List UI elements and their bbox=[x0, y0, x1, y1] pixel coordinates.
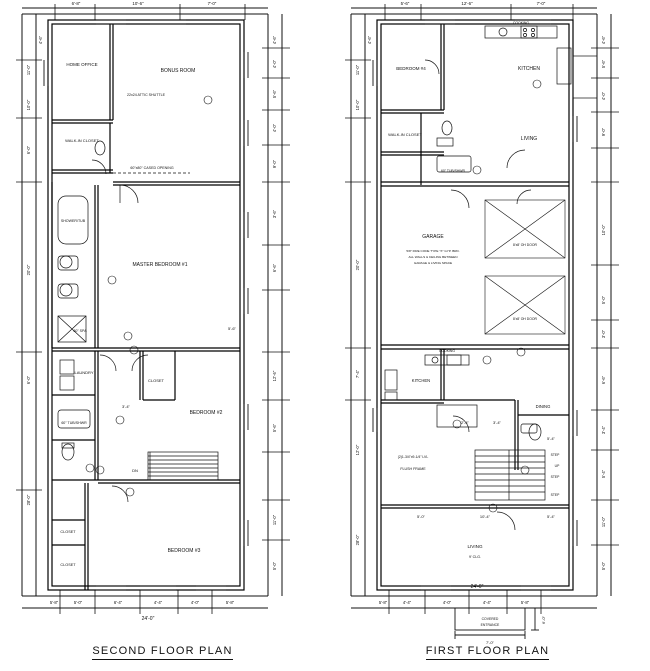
dim-left-2: 11'-0" bbox=[26, 64, 31, 76]
first-floor-caption bbox=[325, 645, 650, 657]
label-oh-door-2: 8'x8' OH DOOR bbox=[513, 317, 537, 321]
room-label-kitchen-lower: KITCHEN bbox=[411, 378, 431, 383]
dim-bottom-3: 4'-0" bbox=[442, 600, 452, 605]
dim-left-5: 7'-4" bbox=[355, 369, 360, 379]
label-cooking-lower: COOKING bbox=[438, 349, 456, 353]
dim-right-12: 5'-0" bbox=[601, 561, 606, 571]
room-label-dining: DINING bbox=[535, 404, 551, 409]
dim-overall-width-first: 24'-0" bbox=[470, 584, 484, 590]
room-label-walk-in-closet: WALK-IN CLOSET bbox=[65, 138, 99, 143]
room-label-laundry: LAUNDRY bbox=[74, 370, 94, 375]
dim-inner-2: 3'-4" bbox=[493, 420, 501, 425]
dim-bottom-1: 5'-8" bbox=[49, 600, 59, 605]
dim-right-4: 4'-0" bbox=[272, 123, 277, 133]
dim-left-5: 20'-0" bbox=[26, 264, 31, 276]
dim-right-6: 5'-0" bbox=[601, 295, 606, 305]
room-label-bedroom-4: BEDROOM #4 bbox=[396, 66, 426, 71]
dim-left-3: 10'-0" bbox=[355, 99, 360, 111]
second-floor-caption bbox=[0, 645, 325, 657]
dim-right-4: 9'-0" bbox=[601, 127, 606, 137]
dim-right-3: 4'-0" bbox=[601, 91, 606, 101]
room-label-garage: GARAGE bbox=[422, 234, 444, 240]
dim-right-2: 5'-6" bbox=[601, 59, 606, 69]
room-label-closet-bed2: CLOSET bbox=[147, 378, 165, 383]
dim-bottom-6: 5'-8" bbox=[225, 600, 235, 605]
label-step-3: STEP bbox=[550, 493, 560, 497]
dim-left-3: 10'-0" bbox=[26, 99, 31, 111]
note-attic-shuttle: 22x24 ATTIC SHUTTLE bbox=[126, 93, 166, 97]
stair-direction-dn: DN bbox=[132, 468, 138, 473]
dim-top-3: 7'-0" bbox=[536, 1, 546, 6]
room-label-walk-in-closet-first: WALK-IN CLOSET bbox=[388, 132, 422, 137]
dim-right-7: 6'-6" bbox=[272, 263, 277, 273]
dim-left-4: 6'-0" bbox=[26, 145, 31, 155]
dim-top-1: 5'-6" bbox=[400, 1, 410, 6]
note-lvl-header: (2)1-3/4"x9-1/4" LVL bbox=[397, 455, 429, 459]
dim-left-1: 4'-6" bbox=[38, 35, 43, 45]
dim-right-2: 4'-0" bbox=[272, 59, 277, 69]
dim-inner-2: 5'-6" bbox=[228, 326, 236, 331]
dim-bottom-1: 5'-8" bbox=[378, 600, 388, 605]
first-floor-plan bbox=[325, 0, 650, 671]
dim-right-11: 5'-0" bbox=[272, 561, 277, 571]
dim-left-1: 4'-6" bbox=[367, 35, 372, 45]
dim-right-1: 4'-6" bbox=[601, 35, 606, 45]
room-label-bedroom-2: BEDROOM #2 bbox=[189, 410, 223, 416]
dim-inner-5: 5'-4" bbox=[547, 514, 555, 519]
dim-right-11: 11'-0" bbox=[601, 516, 606, 528]
dim-right-5: 10'-0" bbox=[601, 224, 606, 236]
dim-right-7: 3'-0" bbox=[601, 329, 606, 339]
dim-inner-1: 3'-4" bbox=[122, 404, 130, 409]
dim-left-6: 6'-0" bbox=[26, 375, 31, 385]
dim-right-1: 4'-6" bbox=[272, 35, 277, 45]
fixture-label-shower-tub: SHOWER/TUB bbox=[60, 219, 86, 223]
dim-left-2: 11'-0" bbox=[355, 64, 360, 76]
label-covered-entrance-1: COVERED bbox=[481, 617, 499, 621]
dim-left-6: 12'-0" bbox=[355, 444, 360, 456]
dim-entrance-width: 7'-0" bbox=[486, 640, 494, 645]
note-fire-code-1: 5/8" FIRE CODE TYPE "X" GYP. BRD. bbox=[406, 249, 460, 253]
note-fire-code-2: ALL WALLS & CEILING BETWEEN bbox=[408, 255, 458, 259]
stair-direction-up: UP bbox=[554, 464, 560, 468]
dim-bottom-5: 4'-0" bbox=[190, 600, 200, 605]
dim-left-7: 28'-0" bbox=[26, 494, 31, 506]
dim-bottom-5: 5'-8" bbox=[520, 600, 530, 605]
dim-right-9: 5'-6" bbox=[272, 423, 277, 433]
room-label-closet-a: CLOSET bbox=[60, 530, 76, 534]
dim-right-8: 12'-6" bbox=[272, 370, 277, 382]
dim-inner-3: 5'-0" bbox=[417, 514, 425, 519]
dim-right-8: 6'-6" bbox=[601, 375, 606, 385]
label-oh-door-1: 8'x8' OH DOOR bbox=[513, 243, 537, 247]
fixture-label-tub-shower-first: 60" TUB/SHWR bbox=[441, 169, 465, 173]
room-label-home-office: HOME OFFICE bbox=[66, 62, 98, 67]
room-label-closet-b: CLOSET bbox=[60, 563, 76, 567]
room-label-bonus-room: BONUS ROOM bbox=[160, 68, 196, 74]
dim-right-10: 5'-4" bbox=[601, 469, 606, 479]
label-step-2: STEP bbox=[550, 475, 560, 479]
dim-top-3: 7'-0" bbox=[207, 1, 217, 6]
dim-inner-6: 5'-4" bbox=[547, 436, 555, 441]
dim-right-5: 9'-0" bbox=[272, 159, 277, 169]
dim-top-1: 6'-8" bbox=[71, 1, 81, 6]
dim-bottom-2: 4'-4" bbox=[402, 600, 412, 605]
label-step-1: STEP bbox=[550, 453, 560, 457]
dim-inner-1: 2'-4" bbox=[461, 420, 469, 425]
second-floor-caption-text: SECOND FLOOR PLAN bbox=[92, 645, 232, 660]
dim-overall-width: 24'-0" bbox=[141, 616, 155, 622]
dim-right-6: 3'-6" bbox=[272, 209, 277, 219]
dim-bottom-2: 5'-0" bbox=[73, 600, 83, 605]
dim-right-9: 3'-4" bbox=[601, 425, 606, 435]
dim-entrance-depth: 6'-0" bbox=[541, 616, 546, 624]
dim-top-2: 10'-6" bbox=[132, 1, 144, 6]
room-label-living-lower: LIVING bbox=[467, 544, 483, 549]
label-cooking-upper: COOKING bbox=[512, 21, 530, 25]
room-label-master-bedroom: MASTER BEDROOM #1 bbox=[132, 262, 188, 268]
label-covered-entrance-2: ENTRANCE bbox=[480, 623, 500, 627]
note-flush-frame: FLUSH FRAME bbox=[400, 467, 426, 471]
dim-right-10: 11'-0" bbox=[272, 514, 277, 526]
note-fire-code-3: GARAGE & LIVING SPACE bbox=[413, 261, 453, 265]
room-label-bedroom-3: BEDROOM #3 bbox=[167, 548, 201, 554]
fixture-label-spa: 60" SPA bbox=[73, 329, 87, 333]
dim-top-2: 12'-6" bbox=[461, 1, 473, 6]
dim-bottom-4: 4'-4" bbox=[482, 600, 492, 605]
dim-left-7: 28'-0" bbox=[355, 534, 360, 546]
note-cased-opening: 60"x80" CASED OPENING bbox=[130, 166, 174, 170]
room-label-kitchen-upper: KITCHEN bbox=[518, 66, 540, 72]
dim-left-4: 20'-0" bbox=[355, 259, 360, 271]
room-label-living-upper: LIVING bbox=[520, 136, 538, 142]
first-floor-drawing bbox=[325, 0, 650, 671]
note-ceiling-height: 9' CLG. bbox=[468, 555, 482, 559]
fixture-label-tub-shower: 60" TUB/SHWR bbox=[61, 421, 87, 425]
dim-bottom-4: 4'-4" bbox=[153, 600, 163, 605]
first-floor-caption-text: FIRST FLOOR PLAN bbox=[426, 645, 550, 660]
dim-inner-4: 10'-4" bbox=[479, 514, 491, 519]
dim-right-3: 5'-6" bbox=[272, 89, 277, 99]
dim-bottom-3: 6'-4" bbox=[113, 600, 123, 605]
